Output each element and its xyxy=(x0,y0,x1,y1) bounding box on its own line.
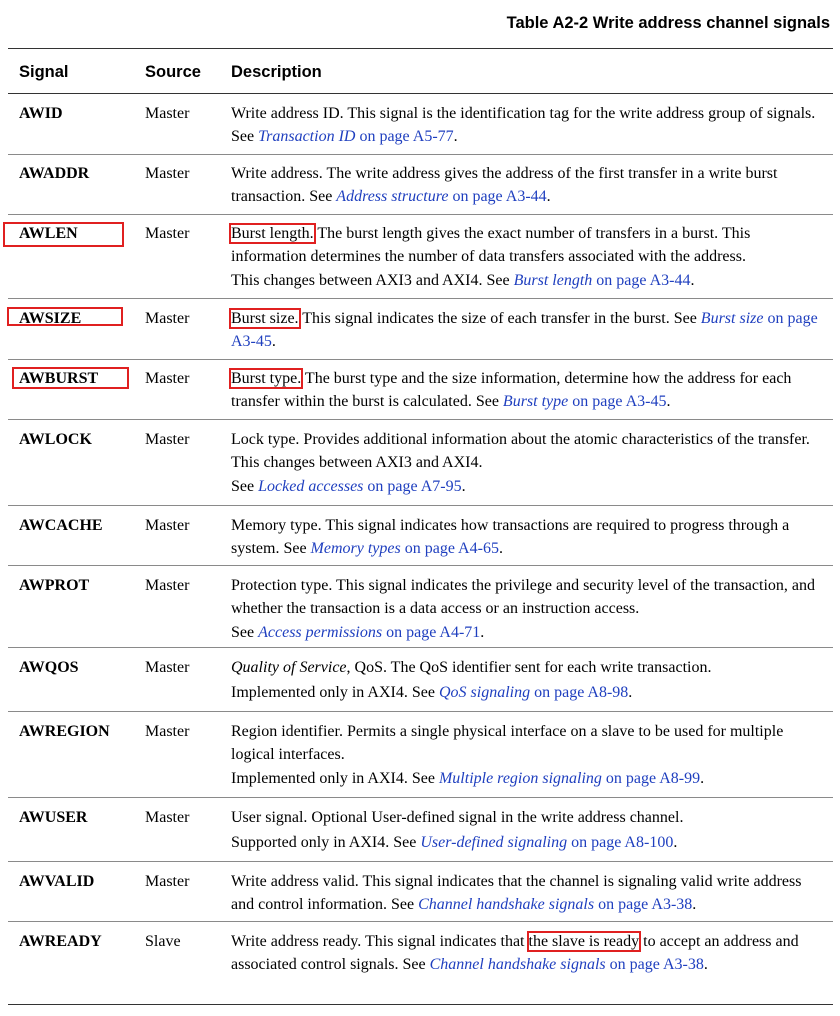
signal-name: AWID xyxy=(19,105,63,122)
signal-source: Master xyxy=(145,165,190,182)
signal-source: Slave xyxy=(145,933,181,950)
row-divider xyxy=(8,647,833,648)
signal-description: Write address ready. This signal indicates that the slave is ready to accept an address and associated control signals. See Channel handshake signals on page A3-38. xyxy=(231,933,799,973)
doc-link[interactable]: User-defined signaling on page A8-100 xyxy=(420,833,674,851)
signal-name: AWBURST xyxy=(19,370,99,387)
signal-highlight-box xyxy=(12,367,129,389)
table-bottom-rule xyxy=(8,1004,833,1005)
table-top-rule xyxy=(8,48,833,49)
doc-link[interactable]: Burst size on page A3-45 xyxy=(231,310,818,350)
signal-source: Master xyxy=(145,809,190,826)
row-divider xyxy=(8,921,833,922)
row-divider xyxy=(8,359,833,360)
signal-name: AWLOCK xyxy=(19,431,92,448)
signal-source: Master xyxy=(145,310,190,327)
signal-highlight-box xyxy=(3,222,124,247)
signal-name: AWSIZE xyxy=(19,310,82,327)
signal-name: AWUSER xyxy=(19,809,88,826)
signal-name: AWLEN xyxy=(19,225,78,242)
header-signal: Signal xyxy=(19,63,69,81)
doc-link[interactable]: Multiple region signaling on page A8-99 xyxy=(438,770,701,787)
signal-description: Lock type. Provides additional information about the atomic characteristics of the transfer. This changes between AXI3 and AXI4. See Locked accesses on page A7-95. xyxy=(231,431,810,495)
signal-source: Master xyxy=(145,431,190,448)
row-divider xyxy=(8,298,833,299)
signal-source: Master xyxy=(145,659,190,676)
signal-description: Burst size. This signal indicates the size of each transfer in the burst. See Burst size on page A3-45. xyxy=(231,310,818,350)
doc-link[interactable]: Burst type on page A3-45 xyxy=(502,392,667,410)
highlight-box: Burst size. xyxy=(231,310,299,327)
signal-name: AWVALID xyxy=(19,873,95,890)
signal-description: Burst length. The burst length gives the exact number of transfers in a burst. This information determines the number of data transfers associated with the address. This changes between AXI3 and AXI4. See Burst length on page A3-44. xyxy=(231,225,751,289)
row-divider xyxy=(8,505,833,506)
row-divider xyxy=(8,154,833,155)
highlight-box: the slave is ready xyxy=(528,933,640,950)
doc-link[interactable]: Address structure on page A3-44 xyxy=(336,187,547,205)
signal-source: Master xyxy=(145,105,190,122)
signal-description: Write address valid. This signal indicates that the channel is signaling valid write address and control information. See Channel handshake signals on page A3-38. xyxy=(231,873,802,913)
signal-name: AWCACHE xyxy=(19,517,103,534)
highlight-box: Burst length. xyxy=(231,225,314,242)
signal-name: AWQOS xyxy=(19,659,79,676)
header-source: Source xyxy=(145,63,201,81)
signal-description: User signal. Optional User-defined signal in the write address channel. Supported only in AXI4. See User-defined signaling on page A8-100. xyxy=(231,809,684,851)
signal-description: Region identifier. Permits a single physical interface on a slave to be used for multiple logical interfaces. Implemented only in AXI4. See Multiple region signaling on page A8-99. xyxy=(231,723,784,787)
signal-source: Master xyxy=(145,370,190,387)
signal-description: Burst type. The burst type and the size information, determine how the address for each transfer within the burst is calculated. See Burst type on page A3-45. xyxy=(231,370,792,410)
row-divider xyxy=(8,797,833,798)
header-description: Description xyxy=(231,63,322,81)
signal-source: Master xyxy=(145,517,190,534)
row-divider xyxy=(8,861,833,862)
signal-source: Master xyxy=(145,873,190,890)
signal-name: AWREADY xyxy=(19,933,102,950)
row-divider xyxy=(8,214,833,215)
signal-name: AWPROT xyxy=(19,577,90,594)
signal-name: AWADDR xyxy=(19,165,90,182)
signal-source: Master xyxy=(145,577,190,594)
signal-source: Master xyxy=(145,723,190,740)
doc-link[interactable]: QoS signaling on page A8-98 xyxy=(438,683,629,701)
signal-description: Write address ID. This signal is the identification tag for the write address group of signals. See Transaction ID on page A5-77. xyxy=(231,105,816,145)
signal-description: Protection type. This signal indicates the privilege and security level of the transaction, and whether the transaction is a data access or an instruction access. See Access permissions on page A4-71. xyxy=(231,577,815,641)
doc-link[interactable]: Memory types on page A4-65 xyxy=(310,539,499,557)
doc-link[interactable]: Channel handshake signals on page A3-38 xyxy=(429,955,704,973)
doc-link[interactable]: Burst length on page A3-44 xyxy=(513,272,691,289)
row-divider xyxy=(8,711,833,712)
signal-highlight-box xyxy=(7,307,123,326)
signal-description: Memory type. This signal indicates how transactions are required to progress through a system. See Memory types on page A4-65. xyxy=(231,517,790,557)
doc-link[interactable]: Access permissions on page A4-71 xyxy=(258,624,481,641)
header-rule xyxy=(8,93,833,94)
row-divider xyxy=(8,565,833,566)
doc-link[interactable]: Transaction ID on page A5-77 xyxy=(258,127,454,145)
doc-link[interactable]: Channel handshake signals on page A3-38 xyxy=(418,895,693,913)
signal-description: Quality of Service, QoS. The QoS identifier sent for each write transaction. Implemented only in AXI4. See QoS signaling on page A8-98. xyxy=(231,659,712,701)
signal-name: AWREGION xyxy=(19,723,110,740)
row-divider xyxy=(8,419,833,420)
doc-link[interactable]: Locked accesses on page A7-95 xyxy=(258,478,462,495)
signal-source: Master xyxy=(145,225,190,242)
highlight-box: Burst type. xyxy=(231,370,302,387)
table-title: Table A2-2 Write address channel signals xyxy=(506,14,830,32)
signal-description: Write address. The write address gives the address of the first transfer in a write burst transaction. See Address structure on page A3-44. xyxy=(231,165,778,205)
